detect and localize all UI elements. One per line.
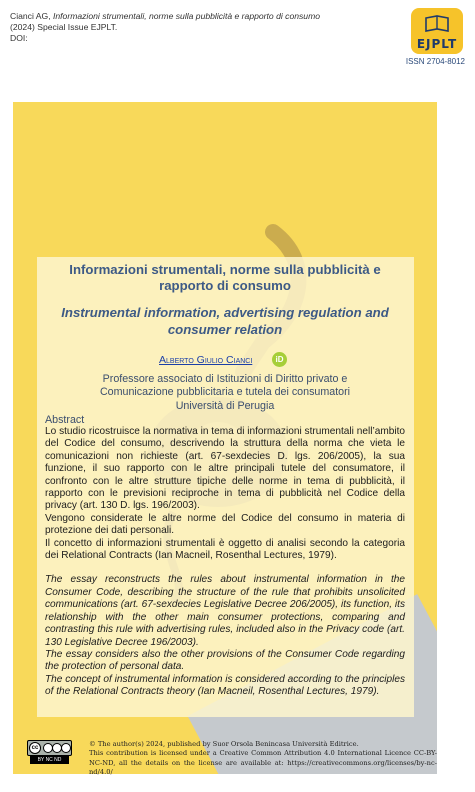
- author-link[interactable]: Alberto Giulio Cianci: [159, 354, 253, 366]
- journal-logo: [411, 8, 463, 54]
- cc-logo-icon: cc: [29, 742, 41, 754]
- citation-author: Cianci AG,: [10, 11, 53, 21]
- logo-text: EJPLT: [416, 37, 458, 51]
- doi-line: DOI:: [10, 33, 28, 43]
- abstract-en-paragraph: The concept of instrumental information is considered according to the principles of the Relational Contracts theory (Ian Macneil, Rosenthal Lectures, 1979).: [45, 673, 405, 698]
- issue-line: (2024) Special Issue EJPLT.: [10, 22, 118, 32]
- affiliation-line: Università di Perugia: [175, 399, 275, 412]
- affiliation-line: Professore associato di Istituzioni di Diritto privato e: [102, 373, 348, 385]
- affiliation-line: Comunicazione pubblicitaria e tutela dei consumatori: [99, 386, 351, 399]
- book-icon: [424, 14, 450, 34]
- abstract-en-paragraph: The essay considers also the other provisions of the Consumer Code regarding the protection of personal data.: [45, 648, 405, 673]
- abstract-it-paragraph: Il concetto di informazioni strumentali è oggetto di analisi secondo la categoria dei Relational Contracts (Ian Macneil, Rosenthal Lectures, 1979).: [45, 537, 405, 562]
- orcid-icon[interactable]: iD: [272, 352, 287, 367]
- author-row: [150, 352, 300, 368]
- abstract-body: [45, 426, 405, 699]
- italian-title: Informazioni strumentali, norme sulla pubblicità e rapporto di consumo: [69, 262, 381, 293]
- abstract-heading: Abstract: [45, 414, 85, 426]
- noderivs-icon: [61, 743, 71, 753]
- license-text: [89, 740, 437, 778]
- license-footer: [27, 740, 437, 785]
- copyright-line: © The author(s) 2024, published by Suor Orsola Benincasa Università Editrice.: [89, 740, 359, 748]
- author-affiliation: [60, 373, 390, 413]
- abstract-en-paragraph: The essay reconstructs the rules about instrumental information in the Consumer Code, describing the structure of the rule that prohibits unsolicited communications (art. 67-sexdecies Legislative Decree 206/2005), its function, its relationship with the other main consumer protections, comparing and contrasting this rule with advertising rules, included also in the Privacy code (art. 130 Legislative Decree 196/2003).: [45, 574, 405, 648]
- paragraph-gap: [45, 562, 405, 574]
- abstract-it-paragraph: Lo studio ricostruisce la normativa in tema di informazioni strumentali nell’ambito del Codice del consumo, descrivendo la struttura della norma che vieta le comunicazioni non richieste (art. 67-sexdecies D. lgs. 206/2005), la sua funzione, il suo rapporto con le altre principali tutele del consumatore, il confronto con le altre strutture tipiche delle norme in tema di pubblicità, il rapporto con le previsioni reciproche in tema di pubblicità nel Codice della privacy (art. 130 D. lgs. 196/2003).: [45, 426, 405, 512]
- citation-header: [10, 11, 390, 44]
- cc-badge-label: BY NC ND: [30, 756, 69, 764]
- abstract-it-paragraph: Vengono considerate le altre norme del Codice del consumo in materia di protezione dei dati personali.: [45, 512, 405, 537]
- cc-license-badge[interactable]: [27, 740, 72, 763]
- license-line: This contribution is licensed under a Creative Common Attribution 4.0 International Licence CC-BY-NC-ND, all the details on the license are available at: https://creativecommons.org/licenses/by-nc-nd/4.0/: [89, 749, 437, 777]
- citation-line: [10, 11, 390, 22]
- english-title: Instrumental information, advertising regulation and consumer relation: [61, 305, 389, 337]
- citation-title: Informazioni strumentali, norme sulla pubblicità e rapporto di consumo: [53, 11, 321, 21]
- issn-label: ISSN 2704-8012: [405, 57, 465, 66]
